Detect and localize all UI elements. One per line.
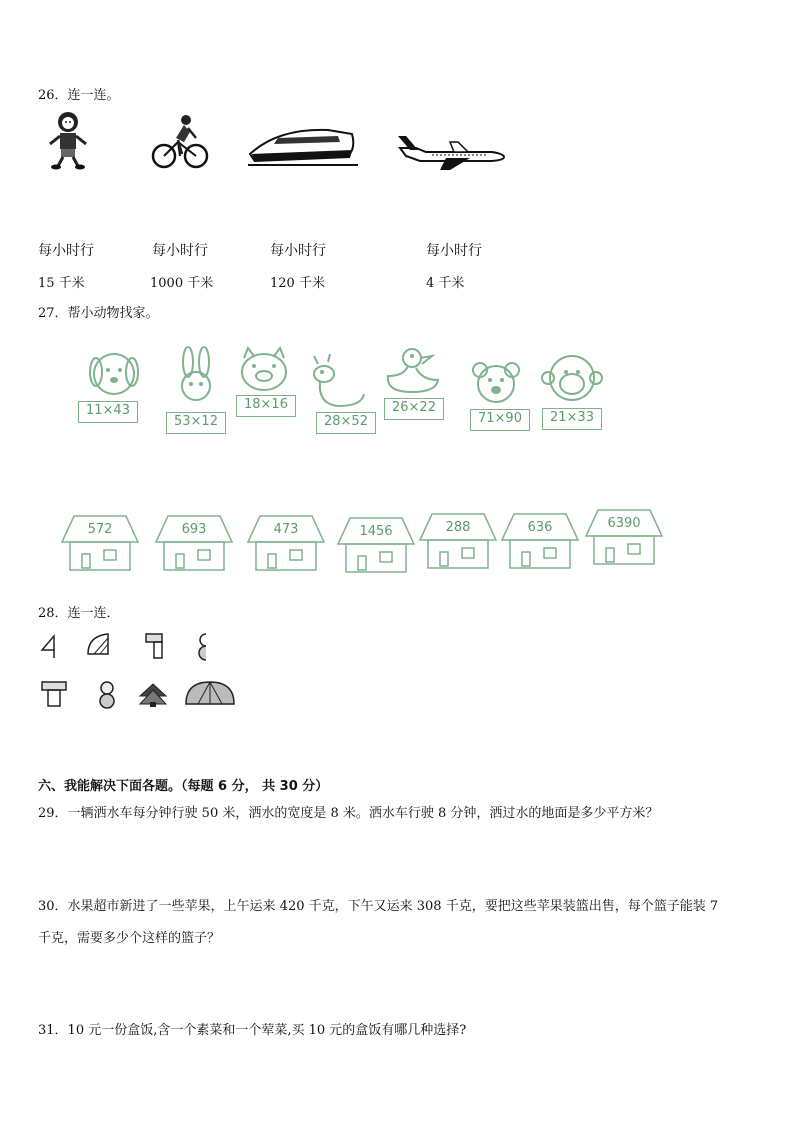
animal-card-5: 26×22 [384, 398, 444, 420]
half-umbrella-icon [40, 634, 60, 660]
dog-icon [86, 346, 142, 402]
q26-title: 26．连一连。 [38, 88, 120, 103]
speed-label-4: 每小时行 [426, 243, 482, 259]
rabbit-icon [168, 346, 224, 412]
q31-text: 31．10 元一份盒饭,含一个素菜和一个荤菜,买 10 元的盒饭有哪几种选择? [38, 1023, 467, 1038]
pig-icon [236, 346, 292, 394]
monkey-icon [540, 352, 604, 408]
snowman-icon [96, 680, 118, 710]
speed-label-1: 每小时行 [38, 243, 94, 259]
q29-text: 29．一辆洒水车每分钟行驶 50 米，洒水的宽度是 8 米。洒水车行驶 8 分钟，洒过水的地面是多少平方米？ [38, 806, 659, 821]
animal-card-6: 71×90 [470, 409, 530, 431]
house-number-3: 473 [273, 522, 299, 537]
speed-label-3: 每小时行 [270, 243, 326, 259]
house-number-7: 6390 [607, 516, 641, 531]
half-mushroom-icon [144, 632, 166, 660]
bear-icon [470, 360, 522, 406]
speed-value-3: 120 千米 [270, 276, 325, 291]
umbrella-icon [184, 680, 236, 708]
speed-label-2: 每小时行 [152, 243, 208, 259]
airplane-icon [396, 130, 508, 170]
animal-card-3: 18×16 [236, 395, 296, 417]
speed-value-2: 1000 千米 [150, 276, 214, 291]
speed-value-1: 15 千米 [38, 276, 85, 291]
q27-title: 27．帮小动物找家。 [38, 306, 159, 321]
cyclist-icon [150, 112, 210, 172]
house-number-4: 1456 [359, 524, 393, 539]
section6-title: 六、我能解决下面各题。（每题 6 分， 共 30 分） [38, 779, 329, 794]
house-number-1: 572 [87, 522, 113, 537]
animal-card-7: 21×33 [542, 408, 602, 430]
speed-value-4: 4 千米 [426, 276, 465, 291]
quarter-fan-icon [86, 632, 114, 656]
half-snowman-icon [192, 632, 210, 662]
child-walking-icon [44, 108, 92, 170]
animal-card-4: 28×52 [316, 412, 376, 434]
tree-icon [138, 682, 168, 708]
q28-title: 28．连一连． [38, 606, 120, 621]
mushroom-icon [40, 680, 68, 708]
duck-icon [382, 346, 446, 398]
animal-card-1: 11×43 [78, 401, 138, 423]
house-number-6: 636 [527, 520, 553, 535]
high-speed-train-icon [248, 124, 358, 168]
q30-line2: 千克，需要多少个这样的篮子？ [38, 931, 221, 946]
q30-line1: 30．水果超市新进了一些苹果，上午运来 420 千克，下午又运来 308 千克，要把这些苹果装篮出售，每个篮子能装 7 [38, 899, 719, 914]
animal-card-2: 53×12 [166, 412, 226, 434]
house-number-5: 288 [445, 520, 471, 535]
house-number-2: 693 [181, 522, 207, 537]
goat-icon [308, 354, 368, 414]
